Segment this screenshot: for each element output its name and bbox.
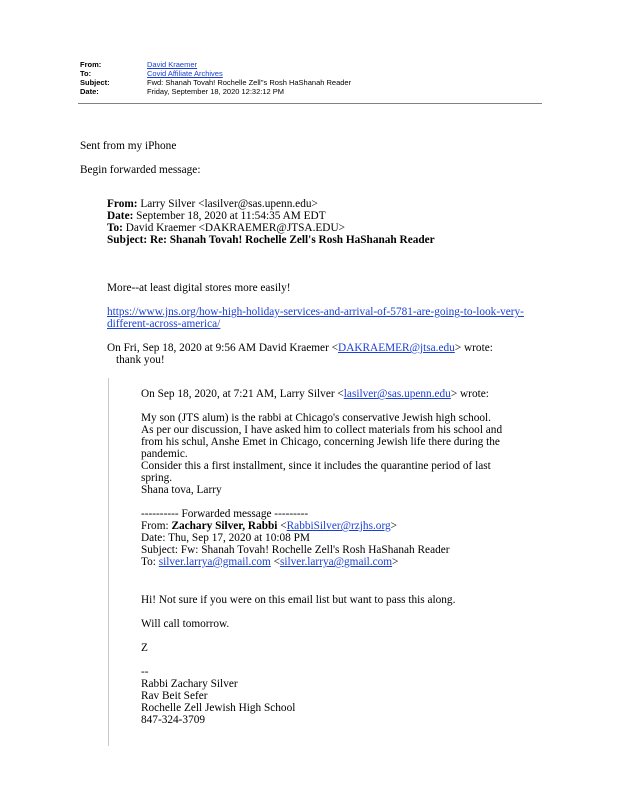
header-subject-row — [80, 78, 351, 87]
article-link-line2[interactable]: different-across-america/ — [107, 318, 221, 330]
forward1-subject — [107, 234, 435, 247]
reply2-line-6: spring. — [141, 472, 173, 484]
forwarded2-from-name: Zachary Silver, Rabbi — [171, 520, 278, 532]
to-link[interactable]: Covid Affiliate Archives — [147, 69, 223, 78]
forwarded2-from-label: From: — [141, 520, 172, 532]
reply1-wrote-prefix: On Fri, Sep 18, 2020 at 9:56 AM David Kraemer < — [107, 342, 339, 354]
final-line-3: Z — [141, 642, 148, 654]
forwarded2-to-email-1[interactable]: silver.larrya@gmail.com — [158, 556, 271, 568]
reply1-wrote-line — [107, 342, 493, 355]
header-from-row — [80, 60, 351, 69]
forwarded2-from-email[interactable]: RabbiSilver@rzjhs.org — [286, 520, 391, 532]
forwarded2-from-gt: > — [390, 520, 398, 532]
reply2-line-3: from his schul, Anshe Emet in Chicago, concerning Jewish life there during the — [141, 436, 500, 448]
forwarded2-to-end: > — [392, 556, 399, 568]
final-line-1: Hi! Not sure if you were on this email list but want to pass this along. — [141, 594, 456, 606]
forward1-date-value: September 18, 2020 at 11:54:35 AM EDT — [133, 210, 326, 222]
forwarded2-to-mid: < — [270, 556, 280, 568]
header-divider — [78, 103, 542, 104]
forward1-subject-label: Subject: — [107, 234, 148, 246]
date-label: Date: — [80, 87, 99, 96]
signature-line-1: Rabbi Zachary Silver — [141, 678, 238, 690]
reply2-line-4: pandemic. — [141, 448, 188, 460]
signature-line-3: Rochelle Zell Jewish High School — [141, 702, 296, 714]
header-to-row — [80, 69, 351, 78]
forwarded2-subject: Subject: Fw: Shanah Tovah! Rochelle Zell's Rosh HaShanah Reader — [141, 544, 450, 556]
reply1-text: thank you! — [116, 354, 165, 366]
forwarded2-separator: ---------- Forwarded message --------- — [141, 508, 309, 520]
final-line-2: Will call tomorrow. — [141, 618, 230, 630]
reply2-line-7: Shana tova, Larry — [141, 484, 222, 496]
begin-forwarded-text: Begin forwarded message: — [80, 164, 201, 176]
header-date-row — [80, 87, 351, 96]
article-link-line1[interactable]: https://www.jns.org/how-high-holiday-services-and-arrival-of-5781-are-going-to-look-very- — [107, 306, 524, 318]
forward1-from-label: From: — [107, 198, 138, 210]
forward1-subject-value: Re: Shanah Tovah! Rochelle Zell's Rosh HaShanah Reader — [147, 234, 435, 246]
forward1-to-value: David Kraemer <DAKRAEMER@JTSA.EDU> — [122, 222, 345, 234]
signature-line-4: 847-324-3709 — [141, 714, 206, 726]
reply2-line-5: Consider this a first installment, since it includes the quarantine period of last — [141, 460, 491, 472]
forwarded2-date: Date: Thu, Sep 17, 2020 at 10:08 PM — [141, 532, 310, 544]
signature-dash: -- — [141, 666, 149, 678]
message1-text: More--at least digital stores more easily! — [107, 282, 291, 294]
reply2-email-link[interactable]: lasilver@sas.upenn.edu — [343, 388, 451, 400]
reply1-wrote-suffix: > wrote: — [454, 342, 493, 354]
reply2-wrote-prefix: On Sep 18, 2020, at 7:21 AM, Larry Silver < — [141, 388, 344, 400]
reply2-wrote-suffix: > wrote: — [450, 388, 489, 400]
from-label: From: — [80, 60, 102, 69]
forward1-from-value: Larry Silver <lasilver@sas.upenn.edu> — [137, 198, 318, 210]
signature-line-2: Rav Beit Sefer — [141, 690, 208, 702]
from-link[interactable]: David Kraemer — [147, 60, 198, 69]
subject-label: Subject: — [80, 78, 110, 87]
subject-value: Fwd: Shanah Tovah! Rochelle Zell''s Rosh HaShanah Reader — [147, 78, 352, 87]
forwarded2-to — [141, 556, 398, 569]
email-header — [80, 60, 351, 96]
reply2-wrote-line — [141, 388, 489, 401]
quote-bar — [108, 378, 109, 746]
forwarded2-to-label: To: — [141, 556, 159, 568]
forward1-to-label: To: — [107, 222, 123, 234]
reply1-email-link[interactable]: DAKRAEMER@jtsa.edu — [338, 342, 455, 354]
forwarded2-from-lt: < — [277, 520, 287, 532]
forward1-date-label: Date: — [107, 210, 134, 222]
to-label: To: — [80, 69, 92, 78]
sent-from-text: Sent from my iPhone — [80, 140, 177, 152]
reply2-line-1: My son (JTS alum) is the rabbi at Chicago's conservative Jewish high school. — [141, 412, 491, 424]
reply2-line-2: As per our discussion, I have asked him to collect materials from his school and — [141, 424, 503, 436]
forwarded2-to-email-2[interactable]: silver.larrya@gmail.com — [279, 556, 393, 568]
date-value: Friday, September 18, 2020 12:32:12 PM — [147, 87, 285, 96]
